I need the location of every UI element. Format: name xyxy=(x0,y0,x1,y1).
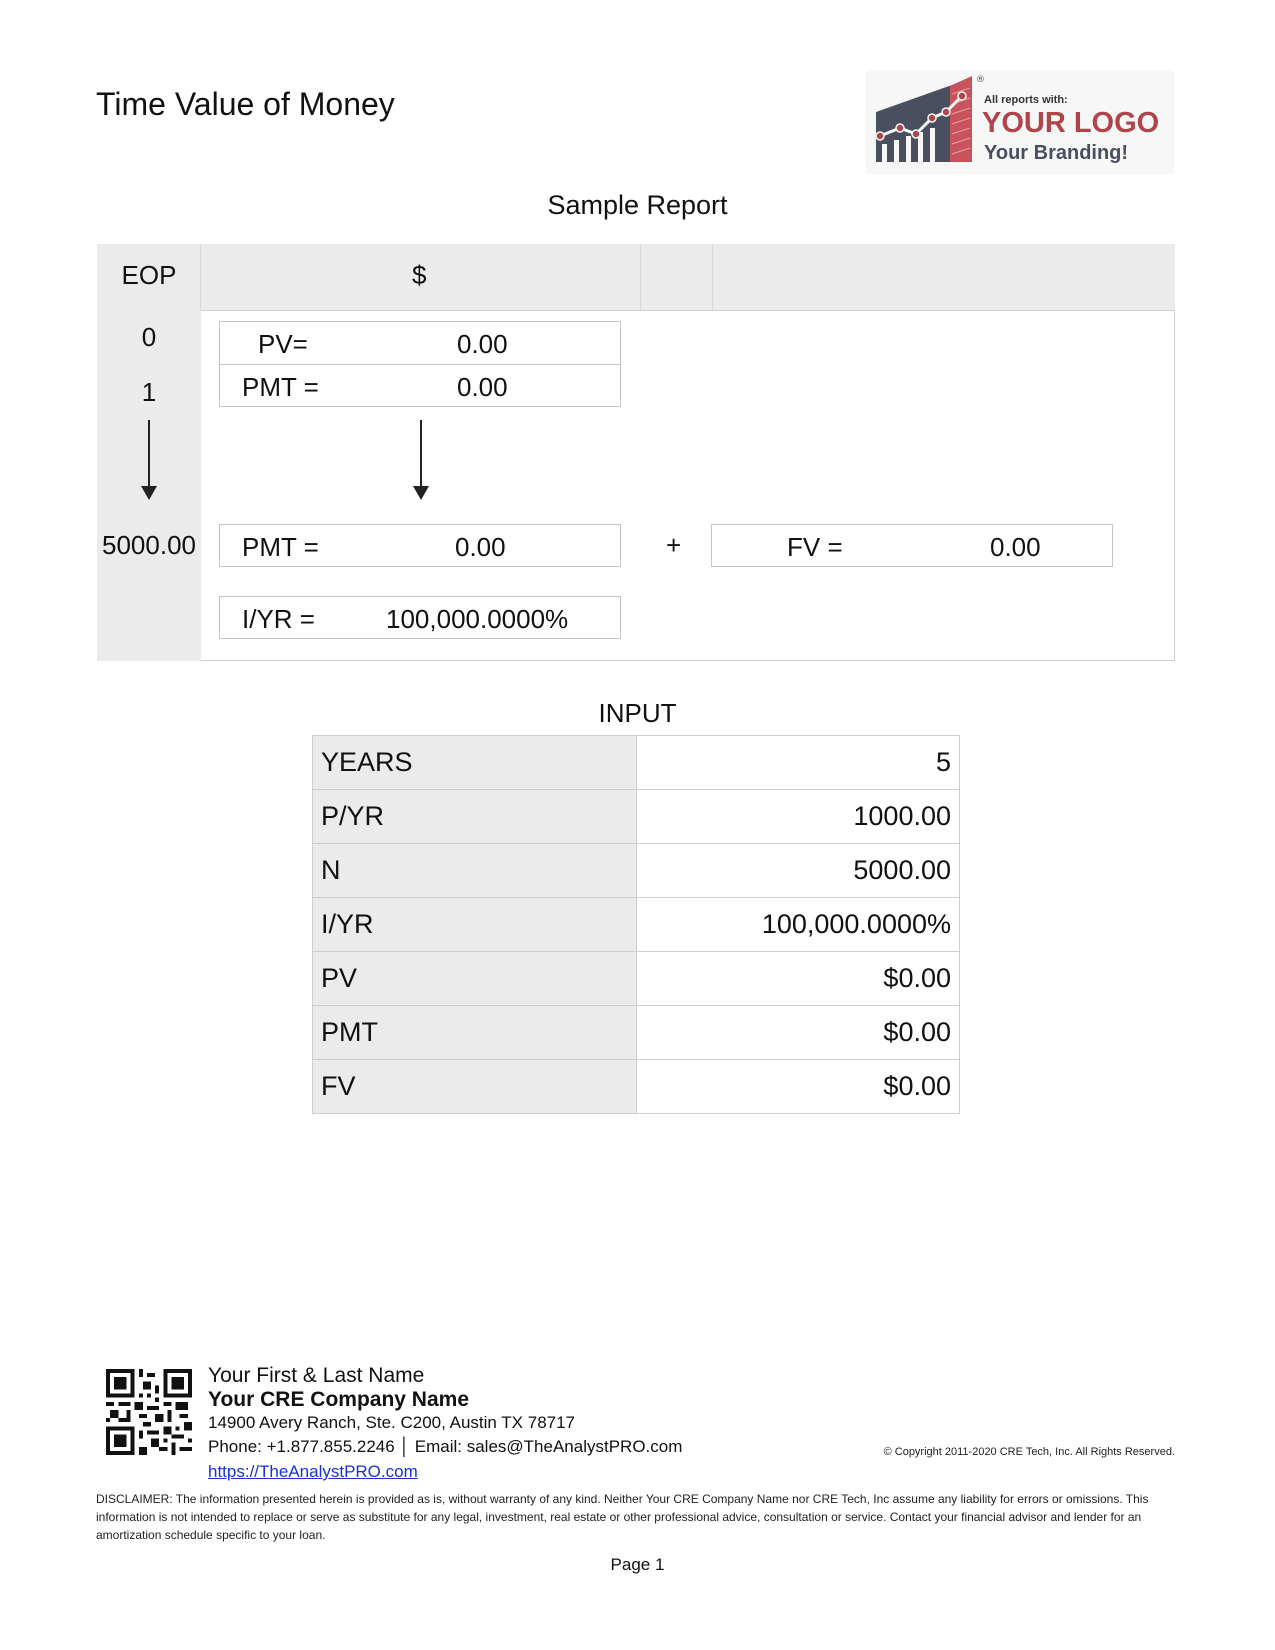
company-logo xyxy=(866,70,1174,174)
table-row xyxy=(313,1060,960,1114)
pv-value: 0.00 xyxy=(457,329,508,359)
logo-main-text: YOUR LOGO xyxy=(982,107,1160,139)
table-row xyxy=(313,898,960,952)
logo-registered-mark: ® xyxy=(976,75,985,85)
page-number: Page 1 xyxy=(610,1555,665,1574)
input-key: PMT xyxy=(313,1006,637,1060)
input-key: FV xyxy=(313,1060,637,1114)
currency-header: $ xyxy=(412,260,427,290)
input-key: PV xyxy=(313,952,637,1006)
company-address: 14900 Avery Ranch, Ste. C200, Austin TX 78717 xyxy=(208,1413,576,1432)
input-value: 1000.00 xyxy=(637,790,960,844)
pmt-final-box xyxy=(219,524,621,567)
table-row xyxy=(313,844,960,898)
contact-details: Phone: +1.877.855.2246 │ Email: sales@TheAnalystPRO.com xyxy=(208,1437,683,1456)
header-divider xyxy=(640,245,641,310)
pmt-value: 0.00 xyxy=(457,372,508,402)
company-name: Your CRE Company Name xyxy=(208,1388,469,1411)
table-row xyxy=(313,952,960,1006)
input-value: 5000.00 xyxy=(637,844,960,898)
diagram-header xyxy=(97,244,1175,311)
period-start: 0 xyxy=(141,322,157,352)
eop-header: EOP xyxy=(121,260,177,290)
input-title: INPUT xyxy=(598,698,677,728)
pv-row xyxy=(220,322,620,364)
page-title: Time Value of Money xyxy=(96,86,395,122)
pv-label: PV= xyxy=(258,329,308,359)
table-row xyxy=(313,736,960,790)
header-divider xyxy=(712,245,713,310)
input-value: $0.00 xyxy=(637,1060,960,1114)
input-value: 5 xyxy=(637,736,960,790)
logo-tagline: All reports with: xyxy=(984,94,1068,106)
pv-pmt-box xyxy=(219,321,621,407)
timeline-arrow-icon xyxy=(148,420,150,486)
input-value: $0.00 xyxy=(637,952,960,1006)
period-first: 1 xyxy=(141,377,157,407)
arrow-down-icon xyxy=(141,486,157,500)
website-link[interactable]: https://TheAnalystPRO.com xyxy=(208,1462,418,1481)
iyr-box xyxy=(219,596,621,639)
input-value: $0.00 xyxy=(637,1006,960,1060)
disclaimer-text: DISCLAIMER: The information presented herein is provided as is, without warranty of any kind. Neither Your CRE Company Name nor CRE Tech, Inc assume any liability for errors or omissions. This information is not intended to replace or serve as substitute for any legal, investment, real estate or other professional advice, consultation or service. Contact your financial advisor and lender for an amortization schedule specific to your loan. xyxy=(96,1492,1149,1542)
pmt-final-value: 0.00 xyxy=(455,532,506,562)
input-key: I/YR xyxy=(313,898,637,952)
period-last: 5000.00 xyxy=(102,530,196,560)
input-key: N xyxy=(313,844,637,898)
input-table xyxy=(312,735,960,1114)
input-key: YEARS xyxy=(313,736,637,790)
report-subtitle: Sample Report xyxy=(547,190,728,220)
arrow-down-icon xyxy=(413,486,429,500)
input-key: P/YR xyxy=(313,790,637,844)
fv-label: FV = xyxy=(787,532,843,562)
fv-box xyxy=(711,524,1113,567)
input-value: 100,000.0000% xyxy=(637,898,960,952)
pmt-label: PMT = xyxy=(242,372,319,402)
pmt-final-label: PMT = xyxy=(242,532,319,562)
table-row xyxy=(313,790,960,844)
copyright-notice: © Copyright 2011-2020 CRE Tech, Inc. All Rights Reserved. xyxy=(883,1446,1175,1458)
pmt-row xyxy=(220,365,620,407)
iyr-label: I/YR = xyxy=(242,604,315,634)
logo-sub-text: Your Branding! xyxy=(984,142,1129,164)
plus-sign: + xyxy=(666,530,682,560)
payment-arrow-icon xyxy=(420,420,422,486)
fv-value: 0.00 xyxy=(990,532,1041,562)
contact-name: Your First & Last Name xyxy=(208,1364,425,1387)
iyr-value: 100,000.0000% xyxy=(386,604,569,634)
table-row xyxy=(313,1006,960,1060)
qr-code-icon[interactable] xyxy=(106,1369,192,1455)
